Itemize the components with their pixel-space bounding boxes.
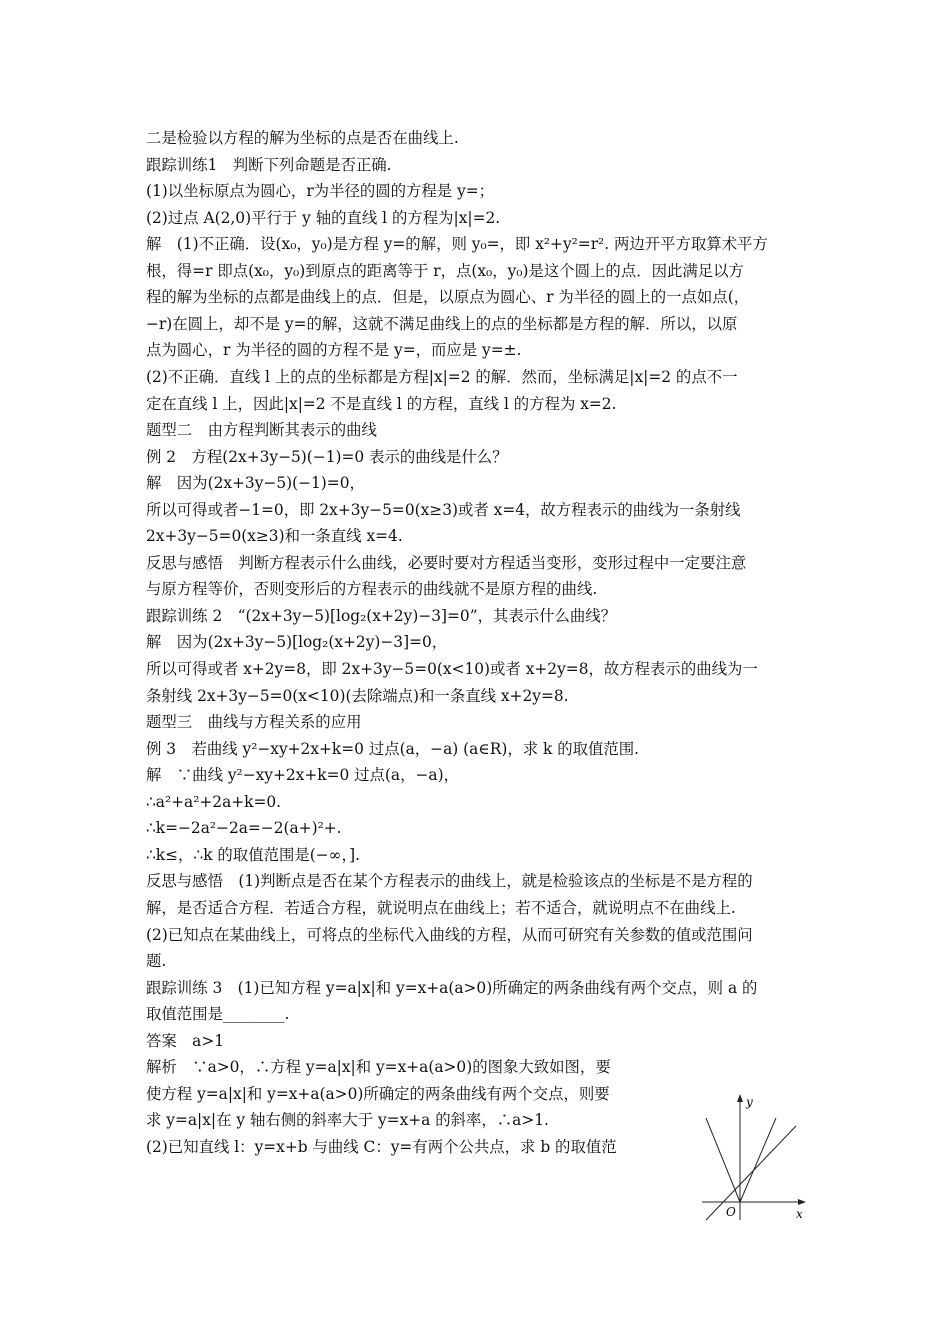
text-line: 题. <box>146 952 167 971</box>
text-line: 根，得=r 即点(x₀，y₀)到原点的距离等于 r，点(x₀，y₀)是这个圆上的点．因此满足以方 <box>146 261 744 280</box>
text-line: 所以可得或者−1=0，即 2x+3y−5=0(x≥3)或者 x=4，故方程表示的曲线为一条射线 <box>146 500 741 519</box>
y-axis-label: y <box>746 1095 753 1109</box>
text-line: 解析 ∵a>0，∴方程 y=a|x|和 y=x+a(a>0)的图象大致如图，要 <box>146 1058 611 1077</box>
text-line: 定在直线 l 上，因此|x|=2 不是直线 l 的方程，直线 l 的方程为 x=2. <box>146 394 617 413</box>
text-line: 所以可得或者 x+2y=8，即 2x+3y−5=0(x<10)或者 x+2y=8，故方程表示的曲线为一 <box>146 660 758 678</box>
text-line: (2)不正确．直线 l 上的点的坐标都是方程|x|=2 的解．然而，坐标满足|x|=2 的点不一 <box>146 367 738 386</box>
text-line: 题型三 曲线与方程关系的应用 <box>146 713 362 732</box>
text-line: 点为圆心，r 为半径的圆的方程不是 y=，而应是 y=±. <box>146 341 522 360</box>
text-line: (1)以坐标原点为圆心，r为半径的圆的方程是 y=； <box>146 182 495 201</box>
text-line: 取值范围是________. <box>146 1005 290 1024</box>
text-line: 反思与感悟 (1)判断点是否在某个方程表示的曲线上，就是检验该点的坐标是不是方程的 <box>146 872 753 891</box>
text-line: 解 (1)不正确．设(x₀，y₀)是方程 y=的解，则 y₀=，即 x²+y²=r². 两边开平方取算术平方 <box>146 235 768 254</box>
text-line: 解，是否适合方程．若适合方程，就说明点在曲线上；若不适合，就说明点不在曲线上. <box>146 898 736 917</box>
text-line: 解 因为(2x+3y−5)(−1)=0， <box>146 474 365 493</box>
text-line: (2)已知直线 l：y=x+b 与曲线 C：y=有两个公共点，求 b 的取值范 <box>146 1137 617 1156</box>
graph-figure <box>700 1092 810 1224</box>
text-line: 例 2 方程(2x+3y−5)(−1)=0 表示的曲线是什么？ <box>146 447 508 466</box>
text-line: 例 3 若曲线 y²−xy+2x+k=0 过点(a，−a) (a∈R)，求 k 的取值范围. <box>146 739 640 758</box>
text-line: 程的解为坐标的点都是曲线上的点．但是，以原点为圆心、r 为半径的圆上的一点如点(， <box>146 288 750 307</box>
text-line: 题型二 由方程判断其表示的曲线 <box>146 421 377 440</box>
text-line: ∴a²+a²+2a+k=0. <box>146 792 282 811</box>
line-x-plus-a <box>706 1126 796 1220</box>
text-line: 2x+3y−5=0(x≥3)和一条直线 x=4. <box>146 527 403 546</box>
text-line: 与原方程等价，否则变形后的方程表示的曲线就不是原方程的曲线. <box>146 580 598 599</box>
text-line: (2)过点 A(2,0)平行于 y 轴的直线 l 的方程为|x|=2. <box>146 208 501 227</box>
text-line: 跟踪训练 3 (1)已知方程 y=a|x|和 y=x+a(a>0)所确定的两条曲线有两个交点，则 a 的 <box>146 978 758 997</box>
text-line: 求 y=a|x|在 y 轴右侧的斜率大于 y=x+a 的斜率，∴a>1. <box>146 1111 549 1130</box>
y-axis-arrow-icon <box>737 1094 743 1102</box>
text-line: 反思与感悟 判断方程表示什么曲线，必要时要对方程适当变形，变形过程中一定要注意 <box>146 553 747 572</box>
curve-a-abs-x-right <box>740 1118 776 1202</box>
text-line: ∴k=−2a²−2a=−2(a+)²+. <box>146 819 342 838</box>
text-line: 跟踪训练1 判断下列命题是否正确. <box>146 155 392 174</box>
x-axis-arrow-icon <box>798 1199 806 1205</box>
text-line: 解 ∵曲线 y²−xy+2x+k=0 过点(a，−a)， <box>146 766 459 785</box>
x-axis-label: x <box>796 1207 803 1221</box>
text-line: −r)在圆上，却不是 y=的解，这就不满足曲线上的点的坐标都是方程的解．所以，以原 <box>146 314 738 333</box>
text-line: 使方程 y=a|x|和 y=x+a(a>0)所确定的两条曲线有两个交点，则要 <box>146 1084 610 1103</box>
origin-label: O <box>726 1205 736 1219</box>
text-line: 跟踪训练 2 “(2x+3y−5)[log₂(x+2y)−3]=0”，其表示什么曲线？ <box>146 606 617 625</box>
text-line: ∴k≤，∴k 的取值范围是(−∞，]. <box>146 845 361 864</box>
text-line: 二是检验以方程的解为坐标的点是否在曲线上. <box>146 129 459 147</box>
text-line: 答案 a>1 <box>146 1031 225 1050</box>
text-line: 解 因为(2x+3y−5)[log₂(x+2y)−3]=0， <box>146 633 448 652</box>
text-line: (2)已知点在某曲线上，可将点的坐标代入曲线的方程，从而可研究有关参数的值或范围问 <box>146 925 753 944</box>
text-line: 条射线 2x+3y−5=0(x<10)(去除端点)和一条直线 x+2y=8. <box>146 686 569 705</box>
